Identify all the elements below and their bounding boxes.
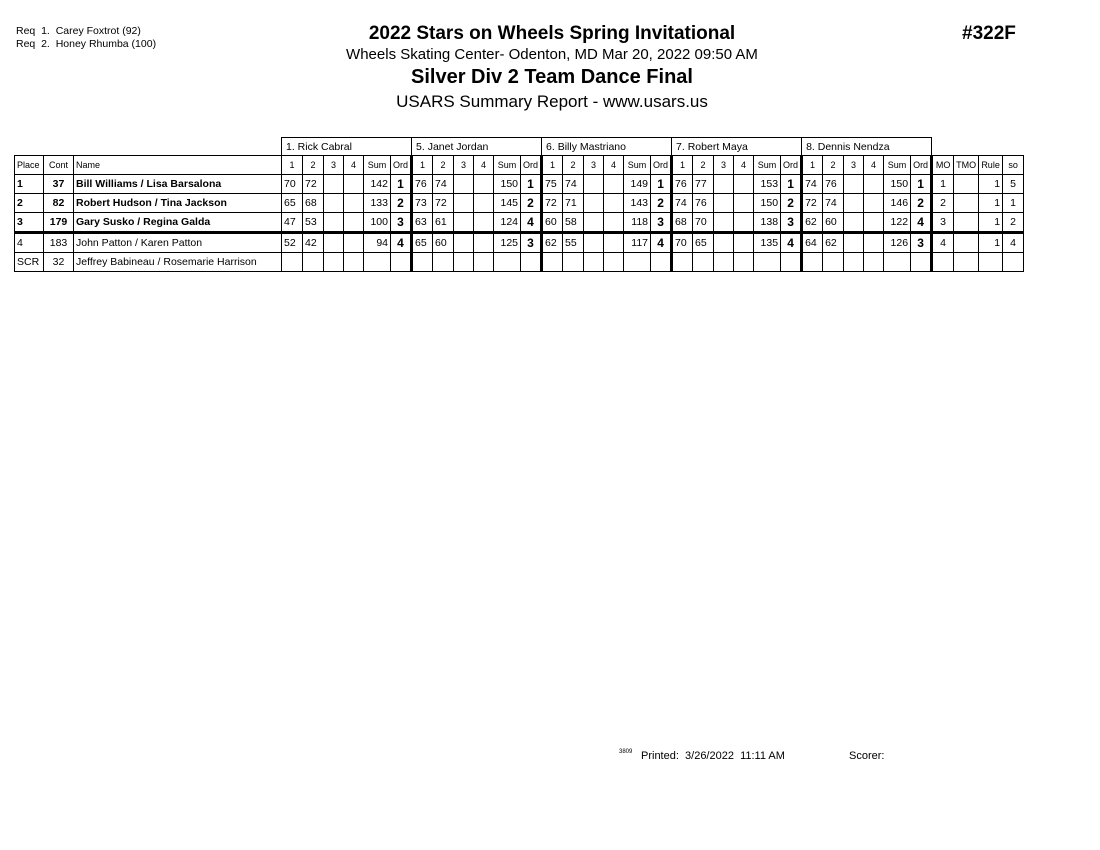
mark-cell <box>454 253 474 272</box>
mark-cell: 76 <box>412 175 433 194</box>
ordinal-cell: 1 <box>651 175 672 194</box>
judge-name: 5. Janet Jordan <box>412 138 542 156</box>
sum-cell: 118 <box>624 213 651 233</box>
sum-cell: 133 <box>364 194 391 213</box>
col-header-mark: 1 <box>672 156 693 175</box>
table-row <box>15 213 1024 233</box>
ordinal-cell: 1 <box>521 175 542 194</box>
mark-cell <box>454 213 474 233</box>
col-header-sum: Sum <box>624 156 651 175</box>
so-cell: 5 <box>1003 175 1024 194</box>
judge-name: 1. Rick Cabral <box>282 138 412 156</box>
mark-cell <box>454 175 474 194</box>
mark-cell <box>344 253 364 272</box>
place-cell: SCR <box>15 253 44 272</box>
col-header-name: Name <box>74 156 282 175</box>
col-header-sum: Sum <box>494 156 521 175</box>
mark-cell <box>542 253 563 272</box>
sum-cell: 125 <box>494 233 521 253</box>
ordinal-cell: 1 <box>391 175 412 194</box>
mark-cell: 74 <box>672 194 693 213</box>
sum-cell <box>624 253 651 272</box>
mark-cell <box>604 253 624 272</box>
ordinal-cell <box>651 253 672 272</box>
mark-cell <box>433 253 454 272</box>
mark-cell <box>844 175 864 194</box>
mark-cell <box>672 253 693 272</box>
rule-cell: 1 <box>979 194 1003 213</box>
sum-cell: 142 <box>364 175 391 194</box>
mark-cell <box>693 253 714 272</box>
contestant-number-cell: 32 <box>44 253 74 272</box>
mark-cell <box>324 213 344 233</box>
sum-cell <box>364 253 391 272</box>
mark-cell <box>734 233 754 253</box>
mark-cell: 70 <box>693 213 714 233</box>
col-header-mark: 1 <box>412 156 433 175</box>
mark-cell <box>604 213 624 233</box>
ordinal-cell: 4 <box>651 233 672 253</box>
competition-title: 2022 Stars on Wheels Spring Invitational <box>368 23 736 44</box>
place-cell: 2 <box>15 194 44 213</box>
ordinal-cell: 4 <box>521 213 542 233</box>
col-header-mark: 2 <box>563 156 584 175</box>
ordinal-cell: 2 <box>391 194 412 213</box>
mark-cell <box>344 233 364 253</box>
col-header-ord: Ord <box>911 156 932 175</box>
sum-cell: 149 <box>624 175 651 194</box>
ordinal-cell: 3 <box>781 213 802 233</box>
mark-cell <box>584 194 604 213</box>
mark-cell <box>864 175 884 194</box>
mark-cell <box>844 213 864 233</box>
mark-cell <box>604 175 624 194</box>
table-row <box>15 253 1024 272</box>
mark-cell <box>584 233 604 253</box>
ordinal-cell: 4 <box>781 233 802 253</box>
mark-cell <box>324 194 344 213</box>
mark-cell: 77 <box>693 175 714 194</box>
ordinal-cell <box>781 253 802 272</box>
mark-cell: 42 <box>303 233 324 253</box>
required-dances <box>16 25 156 51</box>
col-header-mark: 4 <box>344 156 364 175</box>
so-cell <box>1003 253 1024 272</box>
contestant-number-cell: 183 <box>44 233 74 253</box>
mark-cell: 60 <box>823 213 844 233</box>
mark-cell <box>303 253 324 272</box>
col-header-mark: 2 <box>433 156 454 175</box>
mark-cell: 74 <box>433 175 454 194</box>
team-name-cell: Gary Susko / Regina Galda <box>74 213 282 233</box>
mark-cell: 68 <box>303 194 324 213</box>
mark-cell <box>604 194 624 213</box>
judge-name: 8. Dennis Nendza <box>802 138 932 156</box>
contestant-number-cell: 82 <box>44 194 74 213</box>
mark-cell: 65 <box>412 233 433 253</box>
results-table <box>14 137 1024 272</box>
mark-cell: 72 <box>303 175 324 194</box>
col-header-mark: 2 <box>823 156 844 175</box>
so-cell: 2 <box>1003 213 1024 233</box>
mark-cell <box>324 253 344 272</box>
col-header-mark: 1 <box>542 156 563 175</box>
col-header-mark: 3 <box>584 156 604 175</box>
mark-cell <box>864 253 884 272</box>
mark-cell: 64 <box>802 233 823 253</box>
col-header-mark: 3 <box>844 156 864 175</box>
mark-cell <box>734 175 754 194</box>
col-header-mark: 4 <box>474 156 494 175</box>
mark-cell <box>734 253 754 272</box>
mo-cell: 2 <box>932 194 954 213</box>
mark-cell <box>474 175 494 194</box>
sum-cell: 124 <box>494 213 521 233</box>
ordinal-cell: 3 <box>391 213 412 233</box>
tmo-cell <box>954 253 979 272</box>
mark-cell: 47 <box>282 213 303 233</box>
ordinal-cell: 4 <box>391 233 412 253</box>
mark-cell: 52 <box>282 233 303 253</box>
sum-cell: 150 <box>884 175 911 194</box>
mark-cell <box>844 253 864 272</box>
ordinal-cell <box>521 253 542 272</box>
mark-cell <box>714 175 734 194</box>
col-header-mark: 3 <box>324 156 344 175</box>
mark-cell <box>584 213 604 233</box>
table-row <box>15 175 1024 194</box>
judge-name: 6. Billy Mastriano <box>542 138 672 156</box>
col-header-mark: 4 <box>864 156 884 175</box>
col-header-mo: MO <box>932 156 954 175</box>
contestant-number-cell: 37 <box>44 175 74 194</box>
mark-cell <box>474 194 494 213</box>
required-dance-2: Req 2. Honey Rhumba (100) <box>16 38 157 50</box>
mark-cell: 70 <box>282 175 303 194</box>
col-header-cont: Cont <box>44 156 74 175</box>
scorer-label: Scorer: <box>849 750 885 762</box>
mark-cell: 76 <box>823 175 844 194</box>
report-header <box>300 22 804 113</box>
rule-cell: 1 <box>979 213 1003 233</box>
mark-cell <box>324 175 344 194</box>
sum-cell: 146 <box>884 194 911 213</box>
mark-cell: 72 <box>433 194 454 213</box>
mark-cell <box>823 253 844 272</box>
mark-cell: 60 <box>433 233 454 253</box>
mark-cell: 72 <box>542 194 563 213</box>
venue-datetime: Wheels Skating Center- Odenton, MD Mar 20, 2022 09:50 AM <box>346 46 758 63</box>
mo-cell: 1 <box>932 175 954 194</box>
sum-cell: 145 <box>494 194 521 213</box>
team-name-cell: Robert Hudson / Tina Jackson <box>74 194 282 213</box>
col-header-mark: 1 <box>802 156 823 175</box>
col-header-mark: 2 <box>693 156 714 175</box>
mark-cell <box>563 253 584 272</box>
mark-cell: 55 <box>563 233 584 253</box>
col-header-sum: Sum <box>884 156 911 175</box>
mark-cell: 73 <box>412 194 433 213</box>
mark-cell <box>324 233 344 253</box>
ordinal-cell: 2 <box>651 194 672 213</box>
col-header-mark: 4 <box>734 156 754 175</box>
ordinal-cell: 2 <box>911 194 932 213</box>
mark-cell <box>714 253 734 272</box>
team-name-cell: Bill Williams / Lisa Barsalona <box>74 175 282 194</box>
mark-cell: 65 <box>693 233 714 253</box>
rule-cell: 1 <box>979 233 1003 253</box>
contestant-number-cell: 179 <box>44 213 74 233</box>
team-name-cell: John Patton / Karen Patton <box>74 233 282 253</box>
so-cell: 4 <box>1003 233 1024 253</box>
mark-cell <box>412 253 433 272</box>
sum-cell: 150 <box>494 175 521 194</box>
mark-cell: 76 <box>693 194 714 213</box>
rule-cell <box>979 253 1003 272</box>
mark-cell <box>714 213 734 233</box>
required-dance-1: Req 1. Carey Foxtrot (92) <box>16 25 141 37</box>
mark-cell <box>474 213 494 233</box>
mark-cell <box>584 253 604 272</box>
place-cell: 3 <box>15 213 44 233</box>
sum-cell <box>884 253 911 272</box>
mark-cell: 71 <box>563 194 584 213</box>
ordinal-cell: 1 <box>911 175 932 194</box>
mark-cell: 72 <box>802 194 823 213</box>
mark-cell <box>864 213 884 233</box>
table-row <box>15 194 1024 213</box>
mark-cell <box>844 233 864 253</box>
mark-cell <box>454 194 474 213</box>
tmo-cell <box>954 194 979 213</box>
sum-cell: 138 <box>754 213 781 233</box>
mark-cell: 58 <box>563 213 584 233</box>
col-header-ord: Ord <box>781 156 802 175</box>
sum-cell <box>494 253 521 272</box>
mark-cell <box>454 233 474 253</box>
mark-cell: 74 <box>563 175 584 194</box>
mark-cell <box>604 233 624 253</box>
sum-cell: 135 <box>754 233 781 253</box>
mark-cell <box>474 253 494 272</box>
mark-cell: 76 <box>672 175 693 194</box>
table-row <box>15 233 1024 253</box>
report-title: USARS Summary Report - www.usars.us <box>396 92 708 111</box>
ordinal-cell: 2 <box>521 194 542 213</box>
mark-cell <box>714 233 734 253</box>
mark-cell: 62 <box>823 233 844 253</box>
mark-cell <box>844 194 864 213</box>
ordinal-cell: 4 <box>911 213 932 233</box>
mark-cell: 62 <box>802 213 823 233</box>
col-header-sum: Sum <box>364 156 391 175</box>
mark-cell <box>734 194 754 213</box>
mark-cell <box>584 175 604 194</box>
printed-timestamp: Printed: 3/26/2022 11:11 AM <box>641 750 785 762</box>
mark-cell: 60 <box>542 213 563 233</box>
event-title: Silver Div 2 Team Dance Final <box>411 66 693 88</box>
mark-cell: 68 <box>672 213 693 233</box>
mark-cell: 63 <box>412 213 433 233</box>
ordinal-cell <box>391 253 412 272</box>
ordinal-cell: 3 <box>651 213 672 233</box>
ordinal-cell: 1 <box>781 175 802 194</box>
mark-cell <box>734 213 754 233</box>
mark-cell <box>282 253 303 272</box>
place-cell: 4 <box>15 233 44 253</box>
col-header-mark: 3 <box>714 156 734 175</box>
tmo-cell <box>954 213 979 233</box>
col-header-sum: Sum <box>754 156 781 175</box>
so-cell: 1 <box>1003 194 1024 213</box>
ordinal-cell: 3 <box>911 233 932 253</box>
col-header-place: Place <box>15 156 44 175</box>
mo-cell: 4 <box>932 233 954 253</box>
mark-cell <box>802 253 823 272</box>
mark-cell: 70 <box>672 233 693 253</box>
mark-cell: 74 <box>802 175 823 194</box>
sum-cell: 153 <box>754 175 781 194</box>
ordinal-cell: 3 <box>521 233 542 253</box>
mark-cell <box>714 194 734 213</box>
mark-cell <box>864 233 884 253</box>
sum-cell: 100 <box>364 213 391 233</box>
sum-cell <box>754 253 781 272</box>
team-name-cell: Jeffrey Babineau / Rosemarie Harrison <box>74 253 282 272</box>
footer-code: 3809 <box>619 749 633 755</box>
sum-cell: 126 <box>884 233 911 253</box>
col-header-mark: 4 <box>604 156 624 175</box>
sum-cell: 150 <box>754 194 781 213</box>
mark-cell: 74 <box>823 194 844 213</box>
col-header-mark: 3 <box>454 156 474 175</box>
mark-cell <box>474 233 494 253</box>
mark-cell <box>864 194 884 213</box>
mark-cell <box>344 194 364 213</box>
col-header-ord: Ord <box>391 156 412 175</box>
sum-cell: 94 <box>364 233 391 253</box>
event-number: #322F <box>962 23 1016 44</box>
mark-cell: 53 <box>303 213 324 233</box>
tmo-cell <box>954 175 979 194</box>
col-header-ord: Ord <box>651 156 672 175</box>
sum-cell: 122 <box>884 213 911 233</box>
sum-cell: 143 <box>624 194 651 213</box>
col-header-tmo: TMO <box>954 156 979 175</box>
tmo-cell <box>954 233 979 253</box>
mark-cell: 75 <box>542 175 563 194</box>
rule-cell: 1 <box>979 175 1003 194</box>
ordinal-cell: 2 <box>781 194 802 213</box>
col-header-mark: 1 <box>282 156 303 175</box>
judges-row <box>15 138 1024 156</box>
mark-cell: 65 <box>282 194 303 213</box>
place-cell: 1 <box>15 175 44 194</box>
mark-cell <box>344 175 364 194</box>
mo-cell: 3 <box>932 213 954 233</box>
col-header-mark: 2 <box>303 156 324 175</box>
mark-cell: 61 <box>433 213 454 233</box>
sum-cell: 117 <box>624 233 651 253</box>
col-header-so: so <box>1003 156 1024 175</box>
col-header-rule: Rule <box>979 156 1003 175</box>
ordinal-cell <box>911 253 932 272</box>
judge-name: 7. Robert Maya <box>672 138 802 156</box>
col-header-ord: Ord <box>521 156 542 175</box>
column-header-row <box>15 156 1024 175</box>
mark-cell <box>344 213 364 233</box>
mark-cell: 62 <box>542 233 563 253</box>
mo-cell <box>932 253 954 272</box>
